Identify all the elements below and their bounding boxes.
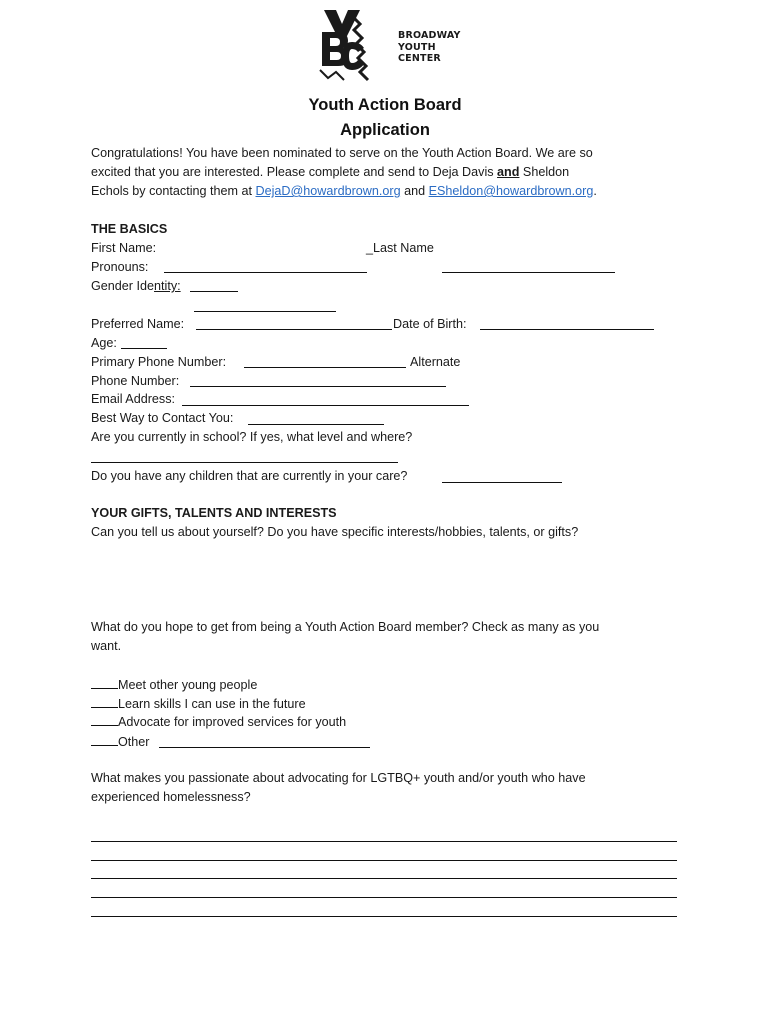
first-name-label: First Name:: [91, 241, 157, 255]
other-field[interactable]: [159, 747, 370, 748]
email-field[interactable]: [182, 405, 469, 406]
pronouns-label: Pronouns:: [91, 260, 149, 274]
broadway-youth-center-logo: [316, 8, 466, 84]
passion-question-line-1: What makes you passionate about advocating for LGTBQ+ youth and/or youth who have: [91, 771, 586, 785]
children-field[interactable]: [442, 482, 562, 483]
school-field[interactable]: [91, 462, 398, 463]
logo-line1: BROADWAY: [398, 30, 461, 41]
logo-line2: YOUTH CENTER: [398, 42, 441, 64]
best-contact-label: Best Way to Contact You:: [91, 411, 234, 425]
option-advocate[interactable]: Advocate for improved services for youth: [91, 713, 346, 730]
hope-question-line-2: want.: [91, 639, 122, 653]
option-meet-people[interactable]: Meet other young people: [91, 676, 257, 693]
page-title: Youth Action Board: [308, 96, 462, 114]
email-link-sheldon[interactable]: ESheldon@howardbrown.org: [428, 184, 594, 198]
dob-label: Date of Birth:: [393, 317, 467, 331]
hope-question-line-1: What do you hope to get from being a Youth Action Board member? Check as many as you: [91, 620, 600, 634]
answer-line-4[interactable]: [91, 897, 677, 898]
primary-phone-field[interactable]: [244, 367, 406, 368]
gifts-heading: YOUR GIFTS, TALENTS AND INTERESTS: [91, 506, 337, 520]
email-link-deja[interactable]: DejaD@howardbrown.org: [255, 184, 401, 198]
preferred-name-label: Preferred Name:: [91, 317, 185, 331]
alternate-phone-field[interactable]: [190, 386, 446, 387]
alternate-label: Alternate: [410, 355, 461, 369]
answer-line-5[interactable]: [91, 916, 677, 917]
pronouns-field[interactable]: [164, 272, 367, 273]
passion-question-line-2: experienced homelessness?: [91, 790, 251, 804]
best-contact-field[interactable]: [248, 424, 384, 425]
email-label: Email Address:: [91, 392, 175, 406]
and-emphasis: and: [497, 165, 520, 179]
gender-identity-field-2[interactable]: [194, 311, 336, 312]
checkbox-blank[interactable]: [91, 695, 118, 708]
gender-identity-label: Gender Identity:: [91, 279, 181, 293]
phone-number-label: Phone Number:: [91, 374, 180, 388]
last-name-field[interactable]: [442, 272, 615, 273]
intro-line-2: excited that you are interested. Please complete and send to Deja Davis and Sheldon: [91, 165, 570, 179]
preferred-name-field[interactable]: [196, 329, 392, 330]
basics-heading: THE BASICS: [91, 222, 168, 236]
primary-phone-label: Primary Phone Number:: [91, 355, 227, 369]
age-field[interactable]: [121, 348, 167, 349]
intro-line-1: Congratulations! You have been nominated to serve on the Youth Action Board. We are so: [91, 146, 593, 160]
checkbox-blank[interactable]: [91, 713, 118, 726]
byc-logo-icon: [316, 8, 396, 84]
gender-identity-field[interactable]: [190, 291, 238, 292]
children-question: Do you have any children that are currently in your care?: [91, 469, 408, 483]
option-learn-skills[interactable]: Learn skills I can use in the future: [91, 695, 306, 712]
answer-line-3[interactable]: [91, 878, 677, 879]
checkbox-blank[interactable]: [91, 733, 118, 746]
checkbox-blank[interactable]: [91, 676, 118, 689]
last-name-label: _Last Name: [366, 241, 434, 255]
school-question: Are you currently in school? If yes, what level and where?: [91, 430, 413, 444]
answer-line-1[interactable]: [91, 841, 677, 842]
option-other[interactable]: Other: [91, 733, 150, 750]
page-subtitle: Application: [340, 121, 430, 139]
age-label: Age:: [91, 336, 117, 350]
answer-line-2[interactable]: [91, 860, 677, 861]
dob-field[interactable]: [480, 329, 654, 330]
intro-line-3: Echols by contacting them at DejaD@howardbrown.org and ESheldon@howardbrown.org.: [91, 184, 597, 198]
gifts-question: Can you tell us about yourself? Do you have specific interests/hobbies, talents, or gifts?: [91, 525, 579, 539]
